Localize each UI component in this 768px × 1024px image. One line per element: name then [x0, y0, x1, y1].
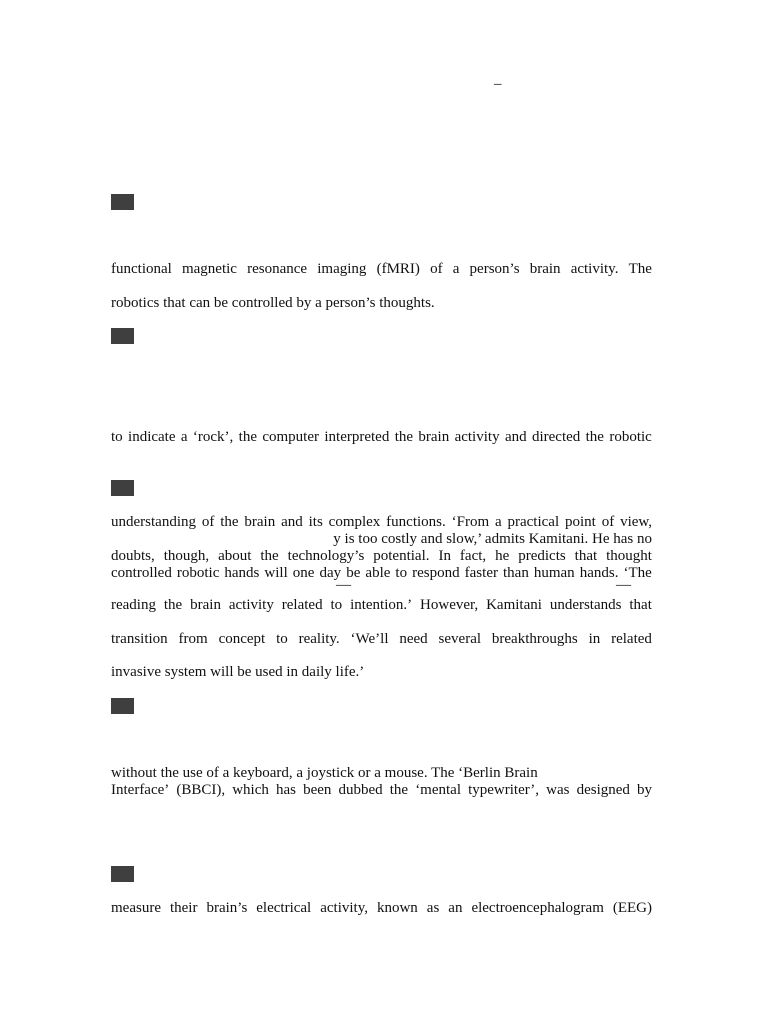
em-dash-1: —: [336, 577, 351, 593]
em-dash-2: —: [616, 577, 631, 593]
word: doubts,: [111, 548, 155, 564]
word: dubbed: [338, 782, 383, 798]
word: day: [319, 565, 342, 581]
word: reading: [111, 597, 156, 613]
word: interpreted: [324, 429, 390, 445]
text-line-4: [111, 429, 652, 446]
text-line-7: [111, 548, 652, 565]
word: to: [395, 565, 408, 581]
word: understands: [549, 597, 622, 613]
word: (fMRI): [376, 261, 420, 277]
word: though,: [163, 548, 210, 564]
word: ‘We’ll: [350, 631, 389, 647]
word: brain: [529, 261, 561, 277]
word: the: [394, 429, 414, 445]
word: of: [430, 261, 443, 277]
word: of: [601, 514, 615, 530]
word: than: [503, 565, 529, 581]
word: Kamitani: [486, 597, 542, 613]
word: be: [346, 565, 361, 581]
word: complex: [328, 514, 381, 530]
word: breakthroughs: [491, 631, 578, 647]
word: intention.’: [350, 597, 413, 613]
word: which: [232, 782, 269, 798]
redaction-block-1: [111, 194, 134, 210]
word: to: [111, 429, 123, 445]
word: computer: [262, 429, 320, 445]
word: an: [448, 900, 463, 916]
word: (BBCI),: [176, 782, 226, 798]
word: the: [220, 514, 239, 530]
word: by: [637, 782, 652, 798]
word: one: [292, 565, 315, 581]
redaction-block-5: [111, 866, 134, 882]
word: robotic: [176, 565, 220, 581]
text-line-10: [111, 631, 652, 648]
word: the: [260, 548, 279, 564]
word: from: [178, 631, 208, 647]
word: will: [264, 565, 288, 581]
word: a: [494, 514, 502, 530]
word: activity,: [320, 900, 368, 916]
word: known: [376, 900, 418, 916]
word: ‘From: [451, 514, 490, 530]
text-line-13: [111, 782, 652, 799]
word: brain: [190, 597, 221, 613]
word: ‘The: [623, 565, 652, 581]
word: their: [169, 900, 198, 916]
text-line-11: invasive system will be used in daily life.’: [111, 664, 365, 680]
word: resonance: [247, 261, 308, 277]
word: related: [281, 597, 323, 613]
word: thought: [606, 548, 652, 564]
word: understanding: [111, 514, 196, 530]
text-line-12: without the use of a keyboard, a joystick or a mouse. The ‘Berlin Brain: [111, 765, 538, 781]
word: was: [546, 782, 570, 798]
redaction-block-3: [111, 480, 134, 496]
word: predicts: [518, 548, 566, 564]
word: has: [275, 782, 296, 798]
text-line-6: y is too costly and slow,’ admits Kamitani. He has no: [333, 531, 652, 547]
word: able: [365, 565, 391, 581]
word: he: [495, 548, 510, 564]
word: imaging: [317, 261, 367, 277]
word: designed: [576, 782, 630, 798]
word: been: [303, 782, 332, 798]
word: to: [330, 597, 343, 613]
word: magnetic: [181, 261, 237, 277]
word: view,: [620, 514, 652, 530]
word: electroencephalogram: [471, 900, 604, 916]
word: and: [504, 429, 527, 445]
word: activity: [228, 597, 274, 613]
text-line-1: [111, 261, 652, 278]
word: faster: [464, 565, 498, 581]
word: (EEG): [612, 900, 652, 916]
word: brain: [244, 514, 276, 530]
header-dash: –: [494, 76, 502, 92]
word: respond: [412, 565, 460, 581]
word: In: [438, 548, 451, 564]
word: controlled: [111, 565, 172, 581]
word: brain’s: [206, 900, 248, 916]
word: to: [276, 631, 288, 647]
word: electrical: [256, 900, 312, 916]
word: that: [574, 548, 598, 564]
text-line-9: [111, 597, 652, 614]
word: typewriter’,: [468, 782, 540, 798]
word: robotic: [609, 429, 652, 445]
word: as: [426, 900, 440, 916]
word: and: [281, 514, 303, 530]
redaction-block-4: [111, 698, 134, 714]
word: activity.: [570, 261, 619, 277]
word: several: [438, 631, 482, 647]
word: functional: [111, 261, 172, 277]
word: human: [533, 565, 575, 581]
word: the: [163, 597, 183, 613]
word: a: [452, 261, 460, 277]
word: the: [238, 429, 257, 445]
word: directed: [531, 429, 581, 445]
word: measure: [111, 900, 161, 916]
word: practical: [507, 514, 560, 530]
word: its: [308, 514, 323, 530]
word: need: [399, 631, 428, 647]
word: potential.: [373, 548, 430, 564]
word: indicate: [128, 429, 176, 445]
text-line-2: robotics that can be controlled by a person’s thoughts.: [111, 295, 435, 311]
word: Interface’: [111, 782, 170, 798]
word: a: [180, 429, 188, 445]
redaction-block-2: [111, 328, 134, 344]
word: However,: [420, 597, 479, 613]
word: ‘mental: [415, 782, 462, 798]
word: ‘rock’,: [192, 429, 234, 445]
word: activity: [454, 429, 500, 445]
word: brain: [418, 429, 450, 445]
word: functions.: [386, 514, 446, 530]
word: that: [629, 597, 652, 613]
word: reality.: [298, 631, 340, 647]
word: about: [218, 548, 252, 564]
word: the: [585, 429, 604, 445]
word: hands.: [579, 565, 619, 581]
word: person’s: [469, 261, 520, 277]
word: of: [201, 514, 215, 530]
text-line-8: [111, 565, 652, 582]
word: point: [565, 514, 596, 530]
word: technology’s: [287, 548, 365, 564]
word: in: [588, 631, 601, 647]
word: the: [389, 782, 409, 798]
text-line-14: [111, 900, 652, 917]
word: concept: [218, 631, 266, 647]
text-line-5: [111, 514, 652, 531]
word: hands: [224, 565, 260, 581]
word: related: [611, 631, 652, 647]
word: The: [628, 261, 652, 277]
word: fact,: [459, 548, 487, 564]
word: transition: [111, 631, 168, 647]
